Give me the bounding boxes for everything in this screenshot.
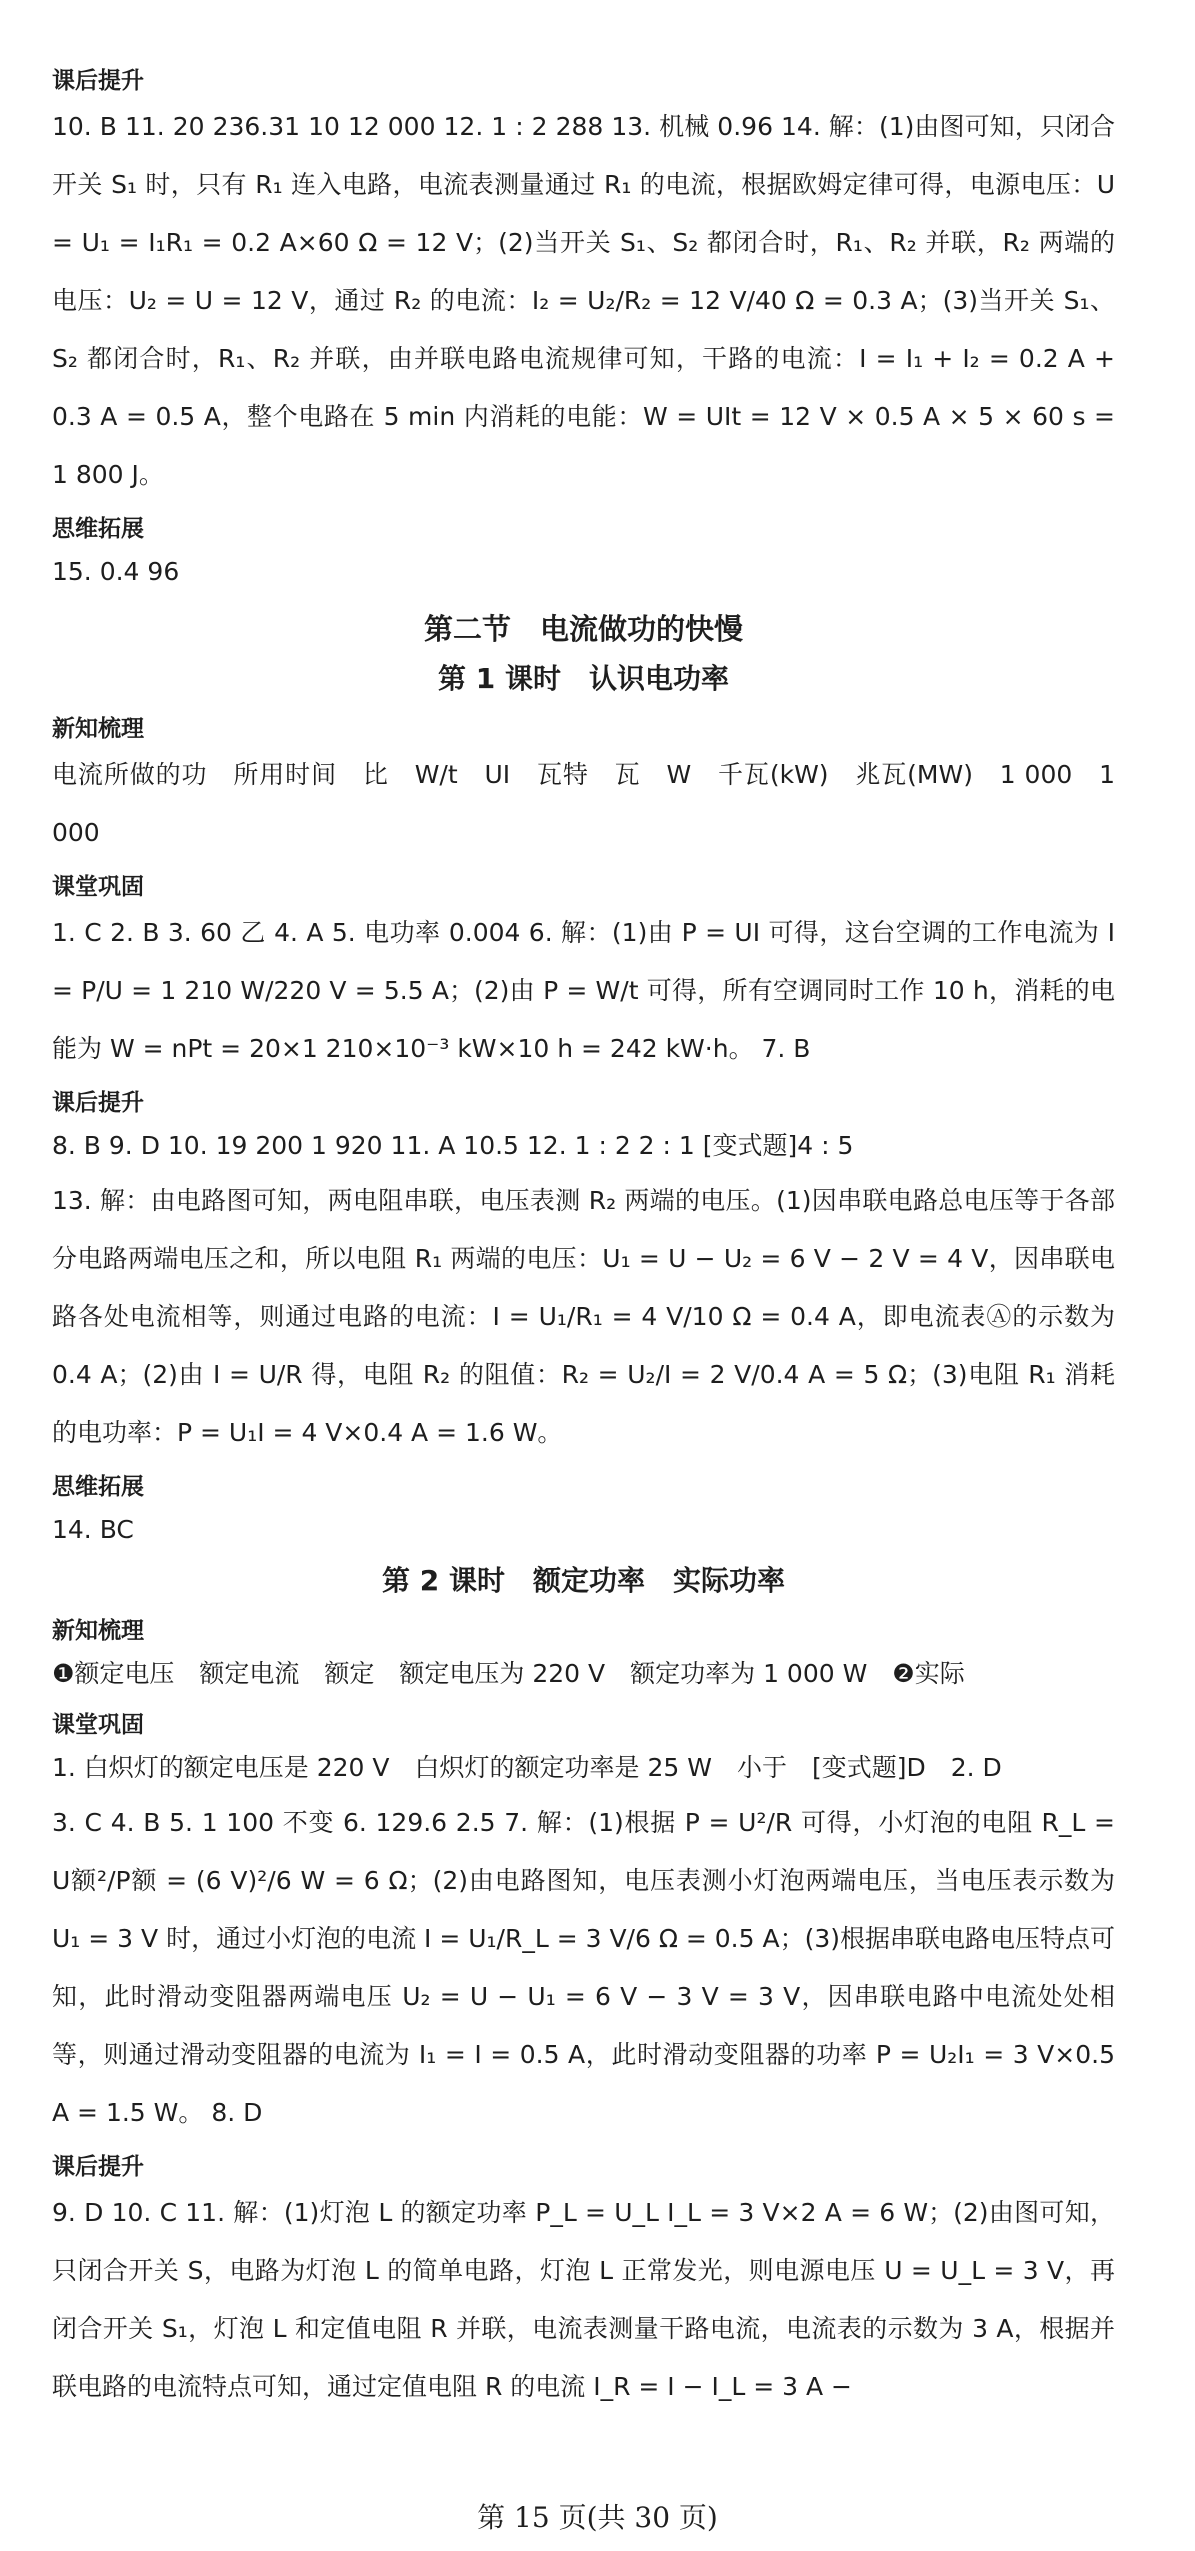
section-heading: 课后提升 (52, 1090, 144, 1116)
section-heading: 课堂巩固 (52, 874, 144, 900)
answer-paragraph: 1. C 2. B 3. 60 乙 4. A 5. 电功率 0.004 6. 解：(1)由 P = UI 可得，这台空调的工作电流为 I = P/U = 1 210 W/220 V = 5.5 A；(2)由 P = W/t 可得，所有空调同时工作 10 h，消耗的电能为 W = nPt = 20×1 210×10⁻³ kW×10 h = 242 kW·h。 7. B (52, 918, 1115, 1063)
lesson-title: 第 1 课时 认识电功率 (438, 662, 729, 695)
section-title: 第二节 电流做功的快慢 (423, 612, 743, 646)
answer-paragraph: 14. BC (52, 1515, 134, 1544)
section-heading: 新知梳理 (52, 716, 144, 742)
answer-paragraph: 13. 解：由电路图可知，两电阻串联，电压表测 R₂ 两端的电压。(1)因串联电路总电压等于各部分电路两端电压之和，所以电阻 R₁ 两端的电压：U₁ = U − U₂ = 6 V − 2 V = 4 V，因串联电路各处电流相等，则通过电路的电流：I = U₁/R₁ = 4 V/10 Ω = 0.4 A，即电流表Ⓐ的示数为 0.4 A；(2)由 I = U/R 得，电阻 R₂ 的阻值：R₂ = U₂/I = 2 V/0.4 A = 5 Ω；(3)电阻 R₁ 消耗的电功率：P = U₁I = 4 V×0.4 A = 1.6 W。 (52, 1186, 1115, 1447)
section-heading: 课堂巩固 (52, 1712, 144, 1738)
lesson-title: 第 2 课时 额定功率 实际功率 (382, 1564, 785, 1597)
section-heading: 课后提升 (52, 2154, 144, 2180)
answer-paragraph: 10. B 11. 20 236.31 10 12 000 12. 1 : 2 288 13. 机械 0.96 14. 解：(1)由图可知，只闭合开关 S₁ 时，只有 R₁ 连入电路，电流表测量通过 R₁ 的电流，根据欧姆定律可得，电源电压：U = U₁ = I₁R₁ = 0.2 A×60 Ω = 12 V；(2)当开关 S₁、S₂ 都闭合时，R₁、R₂ 并联，R₂ 两端的电压：U₂ = U = 12 V，通过 R₂ 的电流：I₂ = U₂/R₂ = 12 V/40 Ω = 0.3 A；(3)当开关 S₁、S₂ 都闭合时，R₁、R₂ 并联，由并联电路电流规律可知，干路的电流：I = I₁ + I₂ = 0.2 A + 0.3 A = 0.5 A，整个电路在 5 min 内消耗的电能：W = UIt = 12 V × 0.5 A × 5 × 60 s = 1 800 J。 (52, 112, 1115, 489)
answer-paragraph: 15. 0.4 96 (52, 557, 180, 586)
page-footer: 第 15 页(共 30 页) (477, 2501, 718, 2534)
section-heading: 新知梳理 (52, 1618, 144, 1644)
answer-paragraph: 9. D 10. C 11. 解：(1)灯泡 L 的额定功率 P_L = U_L I_L = 3 V×2 A = 6 W；(2)由图可知，只闭合开关 S，电路为灯泡 L 的简单电路，灯泡 L 正常发光，则电源电压 U = U_L = 3 V，再闭合开关 S₁，灯泡 L 和定值电阻 R 并联，电流表测量干路电流，电流表的示数为 3 A，根据并联电路的电流特点可知，通过定值电阻 R 的电流 I_R = I − I_L = 3 A − (52, 2198, 1115, 2401)
section-heading: 课后提升 (52, 68, 144, 94)
answer-paragraph: ❶额定电压 额定电流 额定 额定电压为 220 V 额定功率为 1 000 W ❷实际 (52, 1659, 965, 1688)
answer-paragraph: 1. 白炽灯的额定电压是 220 V 白炽灯的额定功率是 25 W 小于 [变式题]D 2. D (52, 1753, 1002, 1782)
section-heading: 思维拓展 (52, 1474, 144, 1500)
answer-paragraph: 电流所做的功 所用时间 比 W/t UI 瓦特 瓦 W 千瓦(kW) 兆瓦(MW) 1 000 1 000 (52, 760, 1115, 847)
answer-paragraph: 3. C 4. B 5. 1 100 不变 6. 129.6 2.5 7. 解：(1)根据 P = U²/R 可得，小灯泡的电阻 R_L = U额²/P额 = (6 V)²/6 W = 6 Ω；(2)由电路图知，电压表测小灯泡两端电压，当电压表示数为 U₁ = 3 V 时，通过小灯泡的电流 I = U₁/R_L = 3 V/6 Ω = 0.5 A；(3)根据串联电路电压特点可知，此时滑动变阻器两端电压 U₂ = U − U₁ = 6 V − 3 V = 3 V，因串联电路中电流处处相等，则通过滑动变阻器的电流为 I₁ = I = 0.5 A，此时滑动变阻器的功率 P = U₂I₁ = 3 V×0.5 A = 1.5 W。 8. D (52, 1808, 1116, 2127)
answer-paragraph: 8. B 9. D 10. 19 200 1 920 11. A 10.5 12. 1 : 2 2 : 1 [变式题]4 : 5 (52, 1131, 854, 1160)
section-heading: 思维拓展 (52, 516, 144, 542)
